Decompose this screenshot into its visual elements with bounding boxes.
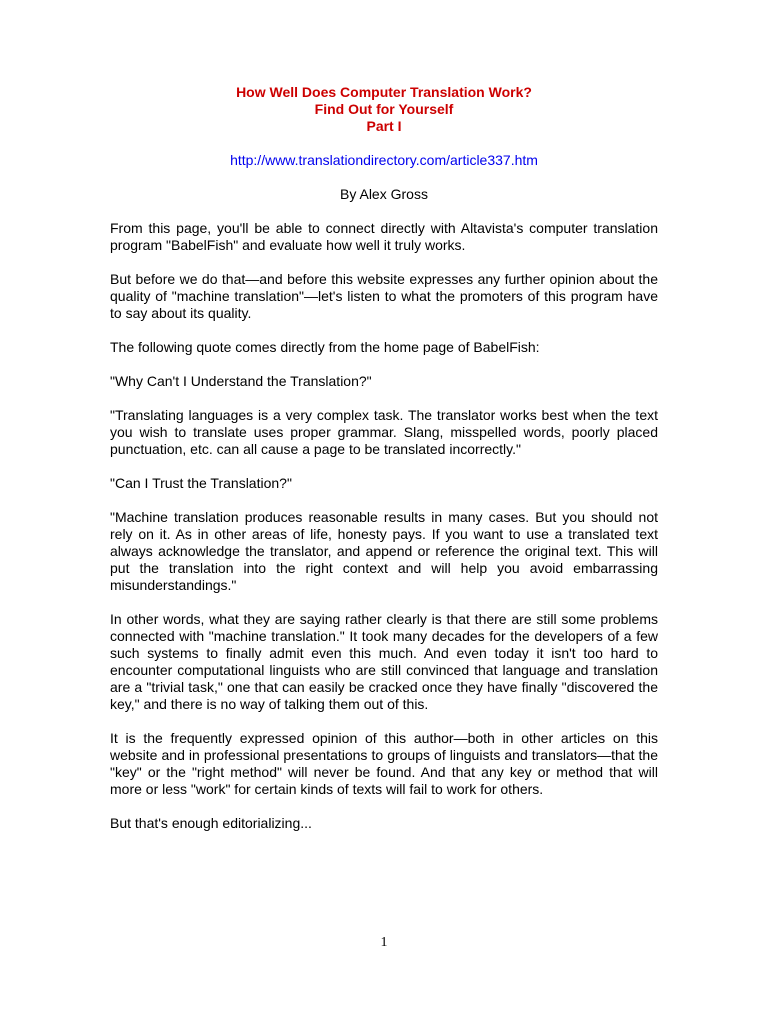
article-url-link[interactable]: http://www.translationdirectory.com/article337.htm (230, 152, 538, 168)
paragraph-editorializing: But that's enough editorializing... (110, 815, 312, 831)
paragraph-before-we-do: But before we do that—and before this website expresses any further opinion about the quality of "machine translation"—let's listen to what the promoters of this program have to say about its quality. (110, 271, 658, 321)
paragraph-intro: From this page, you'll be able to connect directly with Altavista's computer translation program "BabelFish" and evaluate how well it truly works. (110, 220, 658, 253)
paragraph-other-words: In other words, what they are saying rather clearly is that there are still some problems connected with "machine translation." It took many decades for the developers of a few such systems to finally admit even this much. And even today it isn't too hard to encounter computational linguists who are still convinced that language and translation are a "trivial task," one that can easily be cracked once they have finally "discovered the key," and there is no way of talking them out of this. (110, 611, 658, 712)
article-title (0, 84, 768, 135)
paragraph-quote-intro: The following quote comes directly from the home page of BabelFish: (110, 339, 540, 355)
article-body (110, 220, 658, 832)
paragraph-answer-trust: "Machine translation produces reasonable results in many cases. But you should not rely on it. As in other areas of life, honesty pays. If you want to use a translated text always acknowledge the translator, and append or reference the original text. This will put the translation into the right context and will help you avoid embarrassing misunderstandings." (110, 509, 658, 593)
paragraph-author-opinion: It is the frequently expressed opinion of this author—both in other articles on this website and in professional presentations to groups of linguists and translators—that the "key" or the "right method" will never be found. And that any key or method that will more or less "work" for certain kinds of texts will fail to work for others. (110, 730, 658, 797)
page-number: 1 (380, 935, 388, 950)
author-byline: By Alex Gross (340, 186, 428, 202)
paragraph-question-understand: "Why Can't I Understand the Translation?" (110, 373, 372, 389)
title-line-main: How Well Does Computer Translation Work? (236, 84, 532, 100)
title-line-subtitle: Find Out for Yourself (314, 101, 454, 117)
paragraph-answer-understand: "Translating languages is a very complex task. The translator works best when the text you wish to translate uses proper grammar. Slang, misspelled words, poorly placed punctuation, etc. can all cause a page to be translated incorrectly." (110, 407, 658, 457)
title-line-part: Part I (366, 118, 402, 134)
paragraph-question-trust: "Can I Trust the Translation?" (110, 475, 292, 491)
